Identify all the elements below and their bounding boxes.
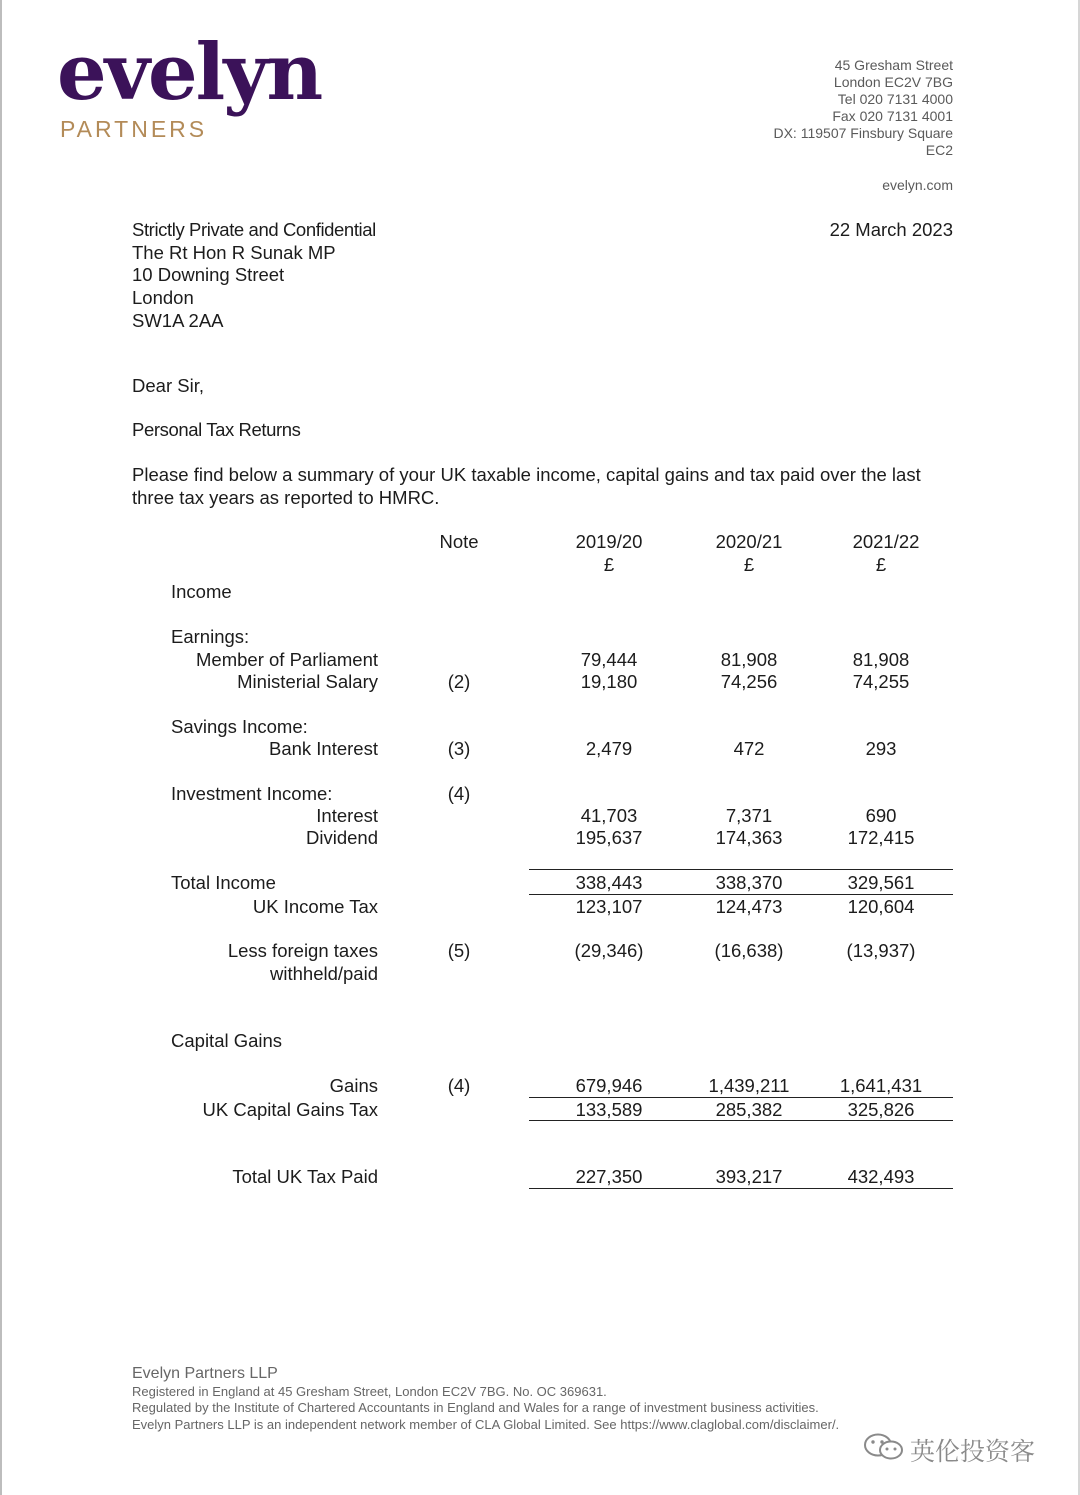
year-header: 2019/20 bbox=[575, 531, 643, 552]
row-label: Total UK Tax Paid bbox=[232, 1166, 378, 1187]
table-cell: 172,415 bbox=[847, 827, 915, 848]
table-cell: (16,638) bbox=[714, 940, 784, 961]
table-cell: (13,937) bbox=[846, 940, 916, 961]
note-ref: (4) bbox=[447, 783, 471, 804]
footer-firm: Evelyn Partners LLP bbox=[132, 1365, 278, 1382]
table-cell: 81,908 bbox=[720, 649, 778, 670]
year-header: 2020/21 bbox=[715, 531, 783, 552]
year-header: 2021/22 bbox=[852, 531, 920, 552]
footer-line: Regulated by the Institute of Chartered Accountants in England and Wales for a range of investment business activities. bbox=[132, 1400, 819, 1416]
section-capital-gains: Capital Gains bbox=[171, 1030, 283, 1051]
rule-line bbox=[529, 869, 953, 870]
table-cell: 325,826 bbox=[847, 1099, 915, 1120]
letter-footer bbox=[132, 1364, 839, 1433]
note-ref: (5) bbox=[447, 940, 471, 961]
row-label: UK Income Tax bbox=[252, 896, 378, 917]
currency-label: £ bbox=[743, 554, 755, 575]
logo-subtitle: PARTNERS bbox=[60, 116, 208, 142]
table-cell: 679,946 bbox=[575, 1075, 643, 1096]
table-cell: 338,443 bbox=[575, 872, 643, 893]
table-cell: 1,641,431 bbox=[839, 1075, 923, 1096]
address-line: Fax 020 7131 4001 bbox=[832, 108, 953, 124]
page-edge-left bbox=[0, 0, 2, 1495]
table-cell: 41,703 bbox=[580, 805, 638, 826]
address-line: London EC2V 7BG bbox=[833, 74, 953, 90]
confidential-label: Strictly Private and Confidential bbox=[132, 219, 376, 240]
watermark-text: 英伦投资客 bbox=[910, 1438, 1036, 1466]
note-ref: (2) bbox=[447, 671, 471, 692]
table-cell: 81,908 bbox=[852, 649, 910, 670]
table-cell: 393,217 bbox=[715, 1166, 783, 1187]
recipient-line: 10 Downing Street bbox=[132, 264, 285, 286]
row-label: Member of Parliament bbox=[196, 649, 378, 670]
row-label: Gains bbox=[329, 1075, 378, 1096]
rule-line bbox=[529, 1097, 953, 1098]
recipient-line: The Rt Hon R Sunak MP bbox=[132, 241, 336, 263]
table-cell: 174,363 bbox=[715, 827, 783, 848]
table-cell: 329,561 bbox=[847, 872, 915, 893]
table-cell: 1,439,211 bbox=[708, 1075, 790, 1096]
footer-line: Registered in England at 45 Gresham Street, London EC2V 7BG. No. OC 369631. bbox=[132, 1384, 607, 1399]
watermark bbox=[862, 1430, 1052, 1466]
address-line: EC2 bbox=[925, 142, 953, 158]
address-line: 45 Gresham Street bbox=[834, 57, 953, 73]
table-cell: 285,382 bbox=[715, 1099, 783, 1120]
section-income: Income bbox=[171, 581, 232, 602]
table-cell: 195,637 bbox=[575, 827, 643, 848]
earnings-label: Earnings: bbox=[171, 626, 250, 647]
table-cell: 123,107 bbox=[575, 896, 643, 917]
row-label: UK Capital Gains Tax bbox=[202, 1099, 378, 1120]
intro-paragraph: Please find below a summary of your UK taxable income, capital gains and tax paid over the last three tax years as reported to HMRC. bbox=[132, 464, 921, 508]
table-cell: 432,493 bbox=[847, 1166, 915, 1187]
website-link[interactable]: evelyn.com bbox=[882, 177, 953, 193]
table-cell: 79,444 bbox=[580, 649, 638, 670]
table-cell: 74,256 bbox=[720, 671, 778, 692]
row-label: Total Income bbox=[171, 872, 276, 893]
row-label: Bank Interest bbox=[268, 738, 378, 759]
sender-address bbox=[773, 57, 953, 159]
address-line: Tel 020 7131 4000 bbox=[837, 91, 953, 107]
recipient-block bbox=[132, 219, 376, 333]
recipient-line: SW1A 2AA bbox=[132, 309, 224, 331]
letter-subject: Personal Tax Returns bbox=[132, 419, 301, 440]
note-ref: (3) bbox=[447, 738, 471, 759]
row-label: Interest bbox=[316, 805, 378, 826]
table-cell: 7,371 bbox=[725, 805, 773, 826]
note-ref: (4) bbox=[447, 1075, 471, 1096]
table-cell: 227,350 bbox=[575, 1166, 643, 1187]
logo-wordmark: evelyn bbox=[57, 27, 322, 118]
table-cell: 338,370 bbox=[715, 872, 783, 893]
row-label: Dividend bbox=[306, 827, 378, 848]
table-cell: 2,479 bbox=[585, 738, 633, 759]
table-cell: 74,255 bbox=[852, 671, 910, 692]
row-label: Ministerial Salary bbox=[237, 671, 378, 692]
note-header: Note bbox=[439, 531, 479, 552]
table-cell: (29,346) bbox=[574, 940, 644, 961]
table-cell: 472 bbox=[733, 738, 765, 759]
table-cell: 690 bbox=[865, 805, 897, 826]
table-cell: 133,589 bbox=[575, 1099, 643, 1120]
savings-label: Savings Income: bbox=[171, 716, 308, 737]
table-cell: 293 bbox=[865, 738, 897, 759]
table-cell: 120,604 bbox=[847, 896, 915, 917]
address-line: DX: 119507 Finsbury Square bbox=[773, 125, 953, 141]
recipient-line: London bbox=[132, 287, 194, 309]
table-cell: 124,473 bbox=[715, 896, 783, 917]
footer-line: Evelyn Partners LLP is an independent network member of CLA Global Limited. See https://www.claglobal.com/disclaimer/. bbox=[132, 1416, 840, 1432]
wechat-icon bbox=[862, 1432, 906, 1462]
investment-label: Investment Income: bbox=[171, 783, 333, 804]
rule-line bbox=[529, 894, 953, 895]
letter-date: 22 March 2023 bbox=[829, 219, 953, 240]
rule-line bbox=[529, 1120, 953, 1121]
brand-logo bbox=[57, 27, 327, 142]
row-label: Less foreign taxes bbox=[227, 940, 378, 961]
rule-line bbox=[529, 1188, 953, 1189]
currency-label: £ bbox=[875, 554, 887, 575]
salutation: Dear Sir, bbox=[132, 375, 204, 396]
row-label: withheld/paid bbox=[270, 963, 378, 984]
currency-label: £ bbox=[603, 554, 615, 575]
table-cell: 19,180 bbox=[580, 671, 638, 692]
